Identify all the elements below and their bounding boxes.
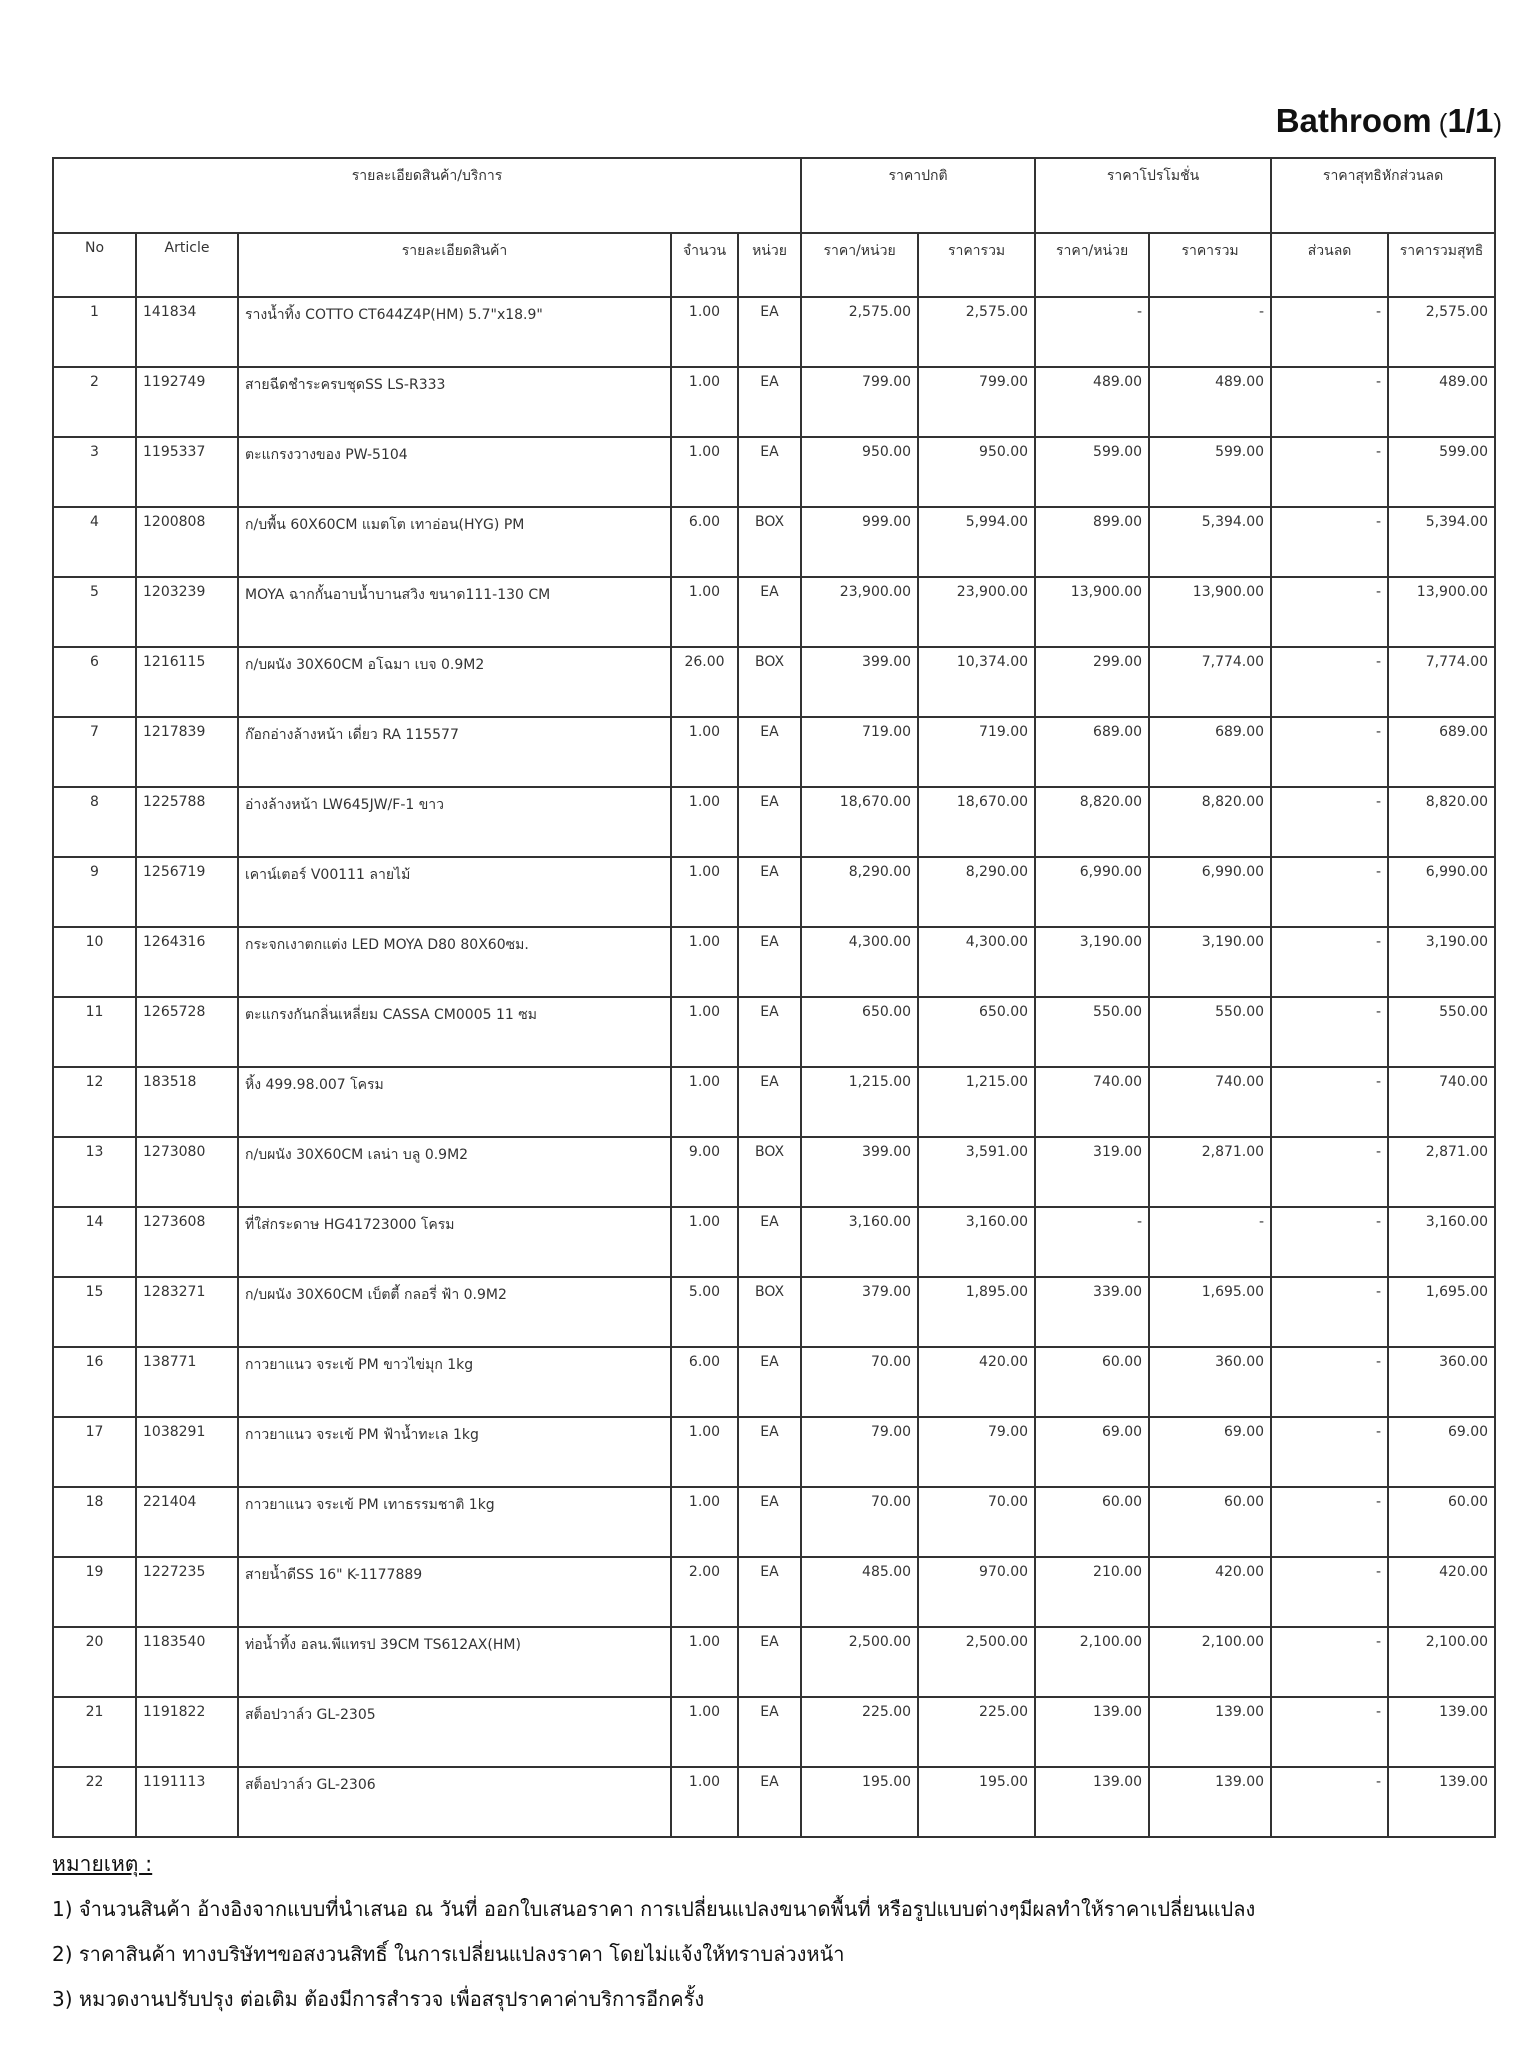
cell-net-total: 60.00 (1388, 1487, 1495, 1557)
table-row (53, 1557, 1495, 1627)
cell-quantity: 1.00 (671, 1697, 738, 1767)
cell-promo-unit-price: 3,190.00 (1035, 927, 1149, 997)
cell-regular-unit-price: 799.00 (801, 367, 918, 437)
cell-regular-unit-price: 4,300.00 (801, 927, 918, 997)
cell-promo-unit-price: 299.00 (1035, 647, 1149, 717)
cell-article: 1256719 (136, 857, 238, 927)
cell-unit: EA (738, 1207, 801, 1277)
cell-no: 8 (53, 787, 136, 857)
cell-discount: - (1271, 1207, 1388, 1277)
table-row (53, 717, 1495, 787)
cell-promo-unit-price: 319.00 (1035, 1137, 1149, 1207)
cell-article: 1216115 (136, 647, 238, 717)
cell-regular-total: 18,670.00 (918, 787, 1035, 857)
cell-discount: - (1271, 1067, 1388, 1137)
table-row (53, 997, 1495, 1067)
cell-description: หิ้ง 499.98.007 โครม (238, 1067, 671, 1137)
cell-unit: BOX (738, 507, 801, 577)
cell-description: สายฉีดชำระครบชุดSS LS-R333 (238, 367, 671, 437)
cell-discount: - (1271, 577, 1388, 647)
cell-no: 22 (53, 1767, 136, 1837)
cell-net-total: 599.00 (1388, 437, 1495, 507)
cell-no: 19 (53, 1557, 136, 1627)
cell-description: ก/บพื้น 60X60CM แมตโต เทาอ่อน(HYG) PM (238, 507, 671, 577)
cell-description: กาวยาแนว จระเข้ PM เทาธรรมชาติ 1kg (238, 1487, 671, 1557)
cell-discount: - (1271, 367, 1388, 437)
cell-promo-total: 2,100.00 (1149, 1627, 1271, 1697)
cell-quantity: 1.00 (671, 997, 738, 1067)
cell-unit: EA (738, 1347, 801, 1417)
cell-regular-unit-price: 379.00 (801, 1277, 918, 1347)
cell-regular-total: 719.00 (918, 717, 1035, 787)
cell-no: 7 (53, 717, 136, 787)
cell-description: กระจกเงาตกแต่ง LED MOYA D80 80X60ซม. (238, 927, 671, 997)
cell-regular-unit-price: 2,575.00 (801, 297, 918, 367)
cell-article: 1225788 (136, 787, 238, 857)
cell-no: 17 (53, 1417, 136, 1487)
cell-discount: - (1271, 647, 1388, 717)
cell-discount: - (1271, 787, 1388, 857)
cell-regular-unit-price: 79.00 (801, 1417, 918, 1487)
cell-promo-unit-price: 339.00 (1035, 1277, 1149, 1347)
cell-regular-total: 2,575.00 (918, 297, 1035, 367)
cell-quantity: 1.00 (671, 787, 738, 857)
cell-article: 141834 (136, 297, 238, 367)
cell-regular-total: 1,895.00 (918, 1277, 1035, 1347)
cell-promo-total: 599.00 (1149, 437, 1271, 507)
column-header: ราคารวม (1149, 233, 1271, 297)
title-page-count: 1/1 (1447, 102, 1494, 139)
cell-promo-unit-price: 6,990.00 (1035, 857, 1149, 927)
cell-unit: EA (738, 857, 801, 927)
cell-regular-unit-price: 18,670.00 (801, 787, 918, 857)
cell-unit: BOX (738, 1277, 801, 1347)
cell-promo-total: 689.00 (1149, 717, 1271, 787)
cell-promo-unit-price: 489.00 (1035, 367, 1149, 437)
cell-no: 12 (53, 1067, 136, 1137)
cell-promo-unit-price: 60.00 (1035, 1487, 1149, 1557)
cell-description: ท่อน้ำทิ้ง อลน.พีแทรป 39CM TS612AX(HM) (238, 1627, 671, 1697)
table-row (53, 437, 1495, 507)
title-open-paren: ( (1431, 108, 1448, 138)
cell-no: 11 (53, 997, 136, 1067)
cell-promo-unit-price: 139.00 (1035, 1697, 1149, 1767)
cell-discount: - (1271, 507, 1388, 577)
cell-promo-total: 2,871.00 (1149, 1137, 1271, 1207)
table-row (53, 507, 1495, 577)
cell-quantity: 6.00 (671, 1347, 738, 1417)
cell-discount: - (1271, 297, 1388, 367)
cell-regular-total: 195.00 (918, 1767, 1035, 1837)
cell-net-total: 689.00 (1388, 717, 1495, 787)
cell-promo-unit-price: 2,100.00 (1035, 1627, 1149, 1697)
cell-article: 1195337 (136, 437, 238, 507)
cell-article: 183518 (136, 1067, 238, 1137)
cell-article: 1273608 (136, 1207, 238, 1277)
cell-unit: EA (738, 1697, 801, 1767)
cell-unit: EA (738, 1417, 801, 1487)
group-header-net-price: ราคาสุทธิหักส่วนลด (1271, 158, 1495, 233)
column-header: ราคารวม (918, 233, 1035, 297)
table-row (53, 1347, 1495, 1417)
cell-quantity: 1.00 (671, 927, 738, 997)
cell-regular-total: 70.00 (918, 1487, 1035, 1557)
title-main: Bathroom (1275, 102, 1432, 139)
cell-no: 2 (53, 367, 136, 437)
cell-article: 221404 (136, 1487, 238, 1557)
cell-article: 1273080 (136, 1137, 238, 1207)
cell-regular-unit-price: 23,900.00 (801, 577, 918, 647)
cell-regular-unit-price: 485.00 (801, 1557, 918, 1627)
cell-regular-total: 4,300.00 (918, 927, 1035, 997)
cell-net-total: 7,774.00 (1388, 647, 1495, 717)
group-header-promo-price: ราคาโปรโมชั่น (1035, 158, 1271, 233)
table-row (53, 927, 1495, 997)
cell-discount: - (1271, 437, 1388, 507)
cell-no: 3 (53, 437, 136, 507)
cell-article: 1283271 (136, 1277, 238, 1347)
cell-net-total: 3,190.00 (1388, 927, 1495, 997)
cell-no: 18 (53, 1487, 136, 1557)
cell-description: ก/บผนัง 30X60CM เบ็ตตี้ กลอรี่ ฟ้า 0.9M2 (238, 1277, 671, 1347)
cell-description: สต็อปวาล์ว GL-2306 (238, 1767, 671, 1837)
cell-no: 15 (53, 1277, 136, 1347)
cell-net-total: 740.00 (1388, 1067, 1495, 1137)
cell-regular-total: 23,900.00 (918, 577, 1035, 647)
cell-no: 20 (53, 1627, 136, 1697)
cell-no: 21 (53, 1697, 136, 1767)
cell-promo-unit-price: 60.00 (1035, 1347, 1149, 1417)
column-header: ราคา/หน่วย (1035, 233, 1149, 297)
cell-article: 138771 (136, 1347, 238, 1417)
cell-discount: - (1271, 997, 1388, 1067)
cell-regular-total: 799.00 (918, 367, 1035, 437)
cell-regular-total: 79.00 (918, 1417, 1035, 1487)
table-row (53, 1207, 1495, 1277)
cell-quantity: 9.00 (671, 1137, 738, 1207)
table-row (53, 1697, 1495, 1767)
cell-net-total: 5,394.00 (1388, 507, 1495, 577)
cell-no: 10 (53, 927, 136, 997)
cell-quantity: 1.00 (671, 367, 738, 437)
cell-quantity: 1.00 (671, 717, 738, 787)
cell-discount: - (1271, 1417, 1388, 1487)
cell-net-total: 13,900.00 (1388, 577, 1495, 647)
cell-description: สต็อปวาล์ว GL-2305 (238, 1697, 671, 1767)
cell-regular-unit-price: 999.00 (801, 507, 918, 577)
cell-description: ก/บผนัง 30X60CM เลน่า บลู 0.9M2 (238, 1137, 671, 1207)
note-line: 2) ราคาสินค้า ทางบริษัทฯขอสงวนสิทธิ์ ในการเปลี่ยนแปลงราคา โดยไม่แจ้งให้ทราบล่วงหน้า (52, 1942, 845, 1966)
title-close-paren: ) (1493, 108, 1502, 138)
cell-promo-total: 7,774.00 (1149, 647, 1271, 717)
quotation-table (52, 157, 1496, 1838)
cell-promo-unit-price: 69.00 (1035, 1417, 1149, 1487)
cell-regular-total: 420.00 (918, 1347, 1035, 1417)
cell-unit: EA (738, 1067, 801, 1137)
cell-promo-total: 740.00 (1149, 1067, 1271, 1137)
note-line: 1) จำนวนสินค้า อ้างอิงจากแบบที่นำเสนอ ณ วันที่ ออกใบเสนอราคา การเปลี่ยนแปลงขนาดพื้นที่ หรือรูปแบบต่างๆมีผลทำให้ราคาเปลี่ยนแปลง (52, 1897, 1256, 1921)
notes-section (52, 1848, 1255, 2028)
cell-promo-total: - (1149, 297, 1271, 367)
cell-promo-total: 489.00 (1149, 367, 1271, 437)
cell-regular-total: 1,215.00 (918, 1067, 1035, 1137)
cell-unit: EA (738, 437, 801, 507)
cell-promo-total: 139.00 (1149, 1767, 1271, 1837)
cell-no: 16 (53, 1347, 136, 1417)
cell-net-total: 2,575.00 (1388, 297, 1495, 367)
cell-promo-unit-price: 550.00 (1035, 997, 1149, 1067)
cell-regular-total: 225.00 (918, 1697, 1035, 1767)
cell-promo-unit-price: - (1035, 1207, 1149, 1277)
cell-regular-total: 10,374.00 (918, 647, 1035, 717)
cell-description: รางน้ำทิ้ง COTTO CT644Z4P(HM) 5.7"x18.9" (238, 297, 671, 367)
cell-article: 1191822 (136, 1697, 238, 1767)
cell-regular-total: 2,500.00 (918, 1627, 1035, 1697)
cell-no: 1 (53, 297, 136, 367)
cell-discount: - (1271, 1277, 1388, 1347)
cell-net-total: 420.00 (1388, 1557, 1495, 1627)
cell-regular-total: 5,994.00 (918, 507, 1035, 577)
cell-article: 1183540 (136, 1627, 238, 1697)
table-row (53, 1067, 1495, 1137)
cell-promo-total: 550.00 (1149, 997, 1271, 1067)
cell-article: 1038291 (136, 1417, 238, 1487)
cell-article: 1200808 (136, 507, 238, 577)
column-header: No (53, 233, 136, 297)
cell-unit: EA (738, 1627, 801, 1697)
table-row (53, 1767, 1495, 1837)
cell-regular-unit-price: 8,290.00 (801, 857, 918, 927)
cell-net-total: 1,695.00 (1388, 1277, 1495, 1347)
cell-regular-unit-price: 950.00 (801, 437, 918, 507)
cell-discount: - (1271, 1627, 1388, 1697)
column-header: ราคา/หน่วย (801, 233, 918, 297)
table-row (53, 577, 1495, 647)
cell-quantity: 1.00 (671, 857, 738, 927)
cell-net-total: 8,820.00 (1388, 787, 1495, 857)
cell-quantity: 1.00 (671, 1487, 738, 1557)
cell-net-total: 139.00 (1388, 1767, 1495, 1837)
cell-description: ก๊อกอ่างล้างหน้า เดี่ยว RA 115577 (238, 717, 671, 787)
cell-quantity: 6.00 (671, 507, 738, 577)
cell-promo-total: 5,394.00 (1149, 507, 1271, 577)
cell-no: 6 (53, 647, 136, 717)
cell-description: สายน้ำดีSS 16" K-1177889 (238, 1557, 671, 1627)
cell-regular-total: 650.00 (918, 997, 1035, 1067)
cell-no: 13 (53, 1137, 136, 1207)
column-header: รายละเอียดสินค้า (238, 233, 671, 297)
cell-unit: EA (738, 1487, 801, 1557)
cell-article: 1192749 (136, 367, 238, 437)
cell-regular-total: 950.00 (918, 437, 1035, 507)
cell-net-total: 139.00 (1388, 1697, 1495, 1767)
cell-regular-unit-price: 719.00 (801, 717, 918, 787)
cell-regular-total: 8,290.00 (918, 857, 1035, 927)
cell-no: 5 (53, 577, 136, 647)
cell-regular-unit-price: 650.00 (801, 997, 918, 1067)
cell-no: 4 (53, 507, 136, 577)
table-row (53, 1277, 1495, 1347)
cell-net-total: 2,871.00 (1388, 1137, 1495, 1207)
cell-description: ที่ใส่กระดาษ HG41723000 โครม (238, 1207, 671, 1277)
cell-net-total: 360.00 (1388, 1347, 1495, 1417)
cell-unit: EA (738, 1557, 801, 1627)
cell-net-total: 2,100.00 (1388, 1627, 1495, 1697)
column-header: ส่วนลด (1271, 233, 1388, 297)
cell-promo-unit-price: 899.00 (1035, 507, 1149, 577)
cell-description: MOYA ฉากกั้นอาบน้ำบานสวิง ขนาด111-130 CM (238, 577, 671, 647)
cell-promo-total: 139.00 (1149, 1697, 1271, 1767)
cell-promo-total: 60.00 (1149, 1487, 1271, 1557)
cell-regular-total: 970.00 (918, 1557, 1035, 1627)
column-header: จำนวน (671, 233, 738, 297)
cell-discount: - (1271, 1557, 1388, 1627)
cell-promo-total: 6,990.00 (1149, 857, 1271, 927)
table-row (53, 1627, 1495, 1697)
cell-promo-total: 69.00 (1149, 1417, 1271, 1487)
cell-no: 9 (53, 857, 136, 927)
cell-article: 1265728 (136, 997, 238, 1067)
cell-regular-unit-price: 2,500.00 (801, 1627, 918, 1697)
cell-unit: EA (738, 787, 801, 857)
cell-description: ตะแกรงกันกลิ่นเหลี่ยม CASSA CM0005 11 ซม (238, 997, 671, 1067)
cell-regular-unit-price: 399.00 (801, 1137, 918, 1207)
table-row (53, 1137, 1495, 1207)
cell-quantity: 1.00 (671, 1207, 738, 1277)
cell-promo-unit-price: 139.00 (1035, 1767, 1149, 1837)
cell-article: 1217839 (136, 717, 238, 787)
cell-net-total: 69.00 (1388, 1417, 1495, 1487)
cell-description: อ่างล้างหน้า LW645JW/F-1 ขาว (238, 787, 671, 857)
cell-article: 1203239 (136, 577, 238, 647)
cell-description: ก/บผนัง 30X60CM อโฉมา เบจ 0.9M2 (238, 647, 671, 717)
column-header: ราคารวมสุทธิ (1388, 233, 1495, 297)
cell-quantity: 5.00 (671, 1277, 738, 1347)
cell-net-total: 489.00 (1388, 367, 1495, 437)
table-row (53, 1417, 1495, 1487)
cell-description: กาวยาแนว จระเข้ PM ขาวไข่มุก 1kg (238, 1347, 671, 1417)
cell-quantity: 1.00 (671, 577, 738, 647)
table-body (53, 297, 1495, 1837)
table-row (53, 787, 1495, 857)
table-row (53, 857, 1495, 927)
cell-unit: BOX (738, 647, 801, 717)
cell-discount: - (1271, 857, 1388, 927)
cell-unit: EA (738, 927, 801, 997)
cell-regular-unit-price: 1,215.00 (801, 1067, 918, 1137)
cell-quantity: 1.00 (671, 1067, 738, 1137)
cell-promo-total: 1,695.00 (1149, 1277, 1271, 1347)
cell-discount: - (1271, 1347, 1388, 1417)
cell-promo-unit-price: 599.00 (1035, 437, 1149, 507)
cell-regular-unit-price: 3,160.00 (801, 1207, 918, 1277)
cell-quantity: 1.00 (671, 1417, 738, 1487)
group-header-regular-price: ราคาปกติ (801, 158, 1035, 233)
table-row (53, 297, 1495, 367)
cell-unit: EA (738, 297, 801, 367)
table-row (53, 647, 1495, 717)
cell-discount: - (1271, 717, 1388, 787)
cell-net-total: 550.00 (1388, 997, 1495, 1067)
cell-quantity: 1.00 (671, 437, 738, 507)
cell-promo-total: 360.00 (1149, 1347, 1271, 1417)
column-header: หน่วย (738, 233, 801, 297)
column-header: Article (136, 233, 238, 297)
cell-unit: BOX (738, 1137, 801, 1207)
cell-unit: EA (738, 577, 801, 647)
cell-regular-unit-price: 225.00 (801, 1697, 918, 1767)
notes-heading: หมายเหตุ : (52, 1852, 153, 1876)
cell-unit: EA (738, 1767, 801, 1837)
cell-discount: - (1271, 927, 1388, 997)
cell-regular-unit-price: 195.00 (801, 1767, 918, 1837)
cell-promo-unit-price: 8,820.00 (1035, 787, 1149, 857)
cell-quantity: 2.00 (671, 1557, 738, 1627)
table-row (53, 1487, 1495, 1557)
cell-discount: - (1271, 1697, 1388, 1767)
cell-article: 1227235 (136, 1557, 238, 1627)
page-title (1276, 102, 1502, 140)
cell-quantity: 1.00 (671, 297, 738, 367)
cell-promo-unit-price: 210.00 (1035, 1557, 1149, 1627)
cell-discount: - (1271, 1137, 1388, 1207)
cell-regular-unit-price: 70.00 (801, 1487, 918, 1557)
cell-description: กาวยาแนว จระเข้ PM ฟ้าน้ำทะเล 1kg (238, 1417, 671, 1487)
cell-article: 1191113 (136, 1767, 238, 1837)
note-line: 3) หมวดงานปรับปรุง ต่อเติม ต้องมีการสำรวจ เพื่อสรุปราคาค่าบริการอีกครั้ง (52, 1987, 705, 2011)
cell-promo-total: 13,900.00 (1149, 577, 1271, 647)
cell-regular-total: 3,160.00 (918, 1207, 1035, 1277)
cell-quantity: 26.00 (671, 647, 738, 717)
cell-discount: - (1271, 1487, 1388, 1557)
cell-article: 1264316 (136, 927, 238, 997)
cell-quantity: 1.00 (671, 1627, 738, 1697)
cell-promo-unit-price: 740.00 (1035, 1067, 1149, 1137)
cell-promo-unit-price: - (1035, 297, 1149, 367)
cell-net-total: 6,990.00 (1388, 857, 1495, 927)
cell-unit: EA (738, 717, 801, 787)
cell-net-total: 3,160.00 (1388, 1207, 1495, 1277)
cell-discount: - (1271, 1767, 1388, 1837)
cell-promo-total: 420.00 (1149, 1557, 1271, 1627)
cell-unit: EA (738, 367, 801, 437)
cell-regular-total: 3,591.00 (918, 1137, 1035, 1207)
cell-promo-total: - (1149, 1207, 1271, 1277)
cell-promo-total: 8,820.00 (1149, 787, 1271, 857)
cell-quantity: 1.00 (671, 1767, 738, 1837)
cell-promo-unit-price: 13,900.00 (1035, 577, 1149, 647)
cell-description: เคาน์เตอร์ V00111 ลายไม้ (238, 857, 671, 927)
table-row (53, 367, 1495, 437)
cell-no: 14 (53, 1207, 136, 1277)
group-header-details: รายละเอียดสินค้า/บริการ (53, 158, 801, 233)
cell-unit: EA (738, 997, 801, 1067)
cell-description: ตะแกรงวางของ PW-5104 (238, 437, 671, 507)
cell-regular-unit-price: 399.00 (801, 647, 918, 717)
cell-promo-total: 3,190.00 (1149, 927, 1271, 997)
cell-promo-unit-price: 689.00 (1035, 717, 1149, 787)
cell-regular-unit-price: 70.00 (801, 1347, 918, 1417)
